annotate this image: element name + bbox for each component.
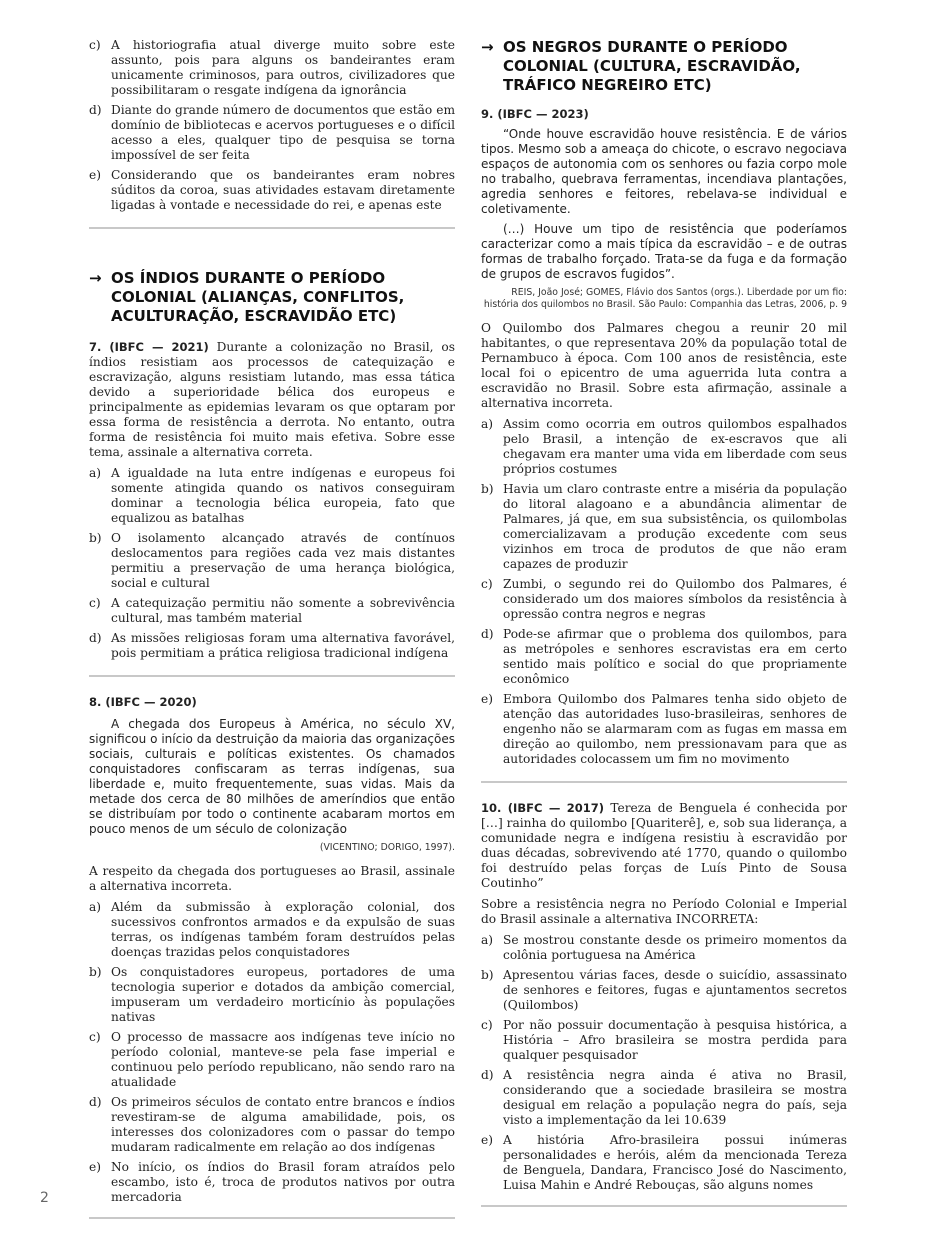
option-d: d) Diante do grande número de documentos que estão em domínio de bibliotecas e acervos portugueses e o difícil acesso a eles, qualquer tipo de pesquisa se torna impossível de ser feita bbox=[89, 103, 455, 162]
option-c: c) A historiografia atual diverge muito sobre este assunto, pois para alguns os bandeirantes eram unicamente criminosos, para outros, civilizadores que possibilitaram o resgate indígena da ignorância bbox=[89, 38, 455, 97]
option-a: a) Assim como ocorria em outros quilombos espalhados pelo Brasil, a intenção de ex-escravos que ali chegavam era manter uma vida em liberdade com seus próprios costumes bbox=[481, 417, 847, 476]
option-c: c) Zumbi, o segundo rei do Quilombo dos Palmares, é considerado um dos maiores símbolos da resistência à opressão contra negros e negras bbox=[481, 577, 847, 621]
option-b: b) Os conquistadores europeus, portadores de uma tecnologia superior e dotados da ambição comercial, impuseram um verdadeiro morticínio às populações nativas bbox=[89, 965, 455, 1024]
option-c: c) A catequização permitiu não somente a sobrevivência cultural, mas também material bbox=[89, 596, 455, 625]
option-b: b) Havia um claro contraste entre a miséria da população do litoral alagoano e a abundância alimentar de Palmares, já que, em sua subsistência, os quilombolas comercializavam a produção excedente com seus vizinhos em troca de produtos de que não eram capazes de produzir bbox=[481, 482, 847, 571]
q8-quote: A chegada dos Europeus à América, no século XV, significou o início da destruição da maioria das organizações sociais, culturais e políticas existentes. Os chamados conquistadores confiscaram as terras indígenas, sua liberdade e, muito frequentemente, suas vidas. Mais da metade dos cerca de 80 milhões de ameríndios que então se distribuíam por todo o continente acabaram mortos em pouco menos de um século de colonização bbox=[89, 717, 455, 836]
option-c: c) O processo de massacre aos indígenas teve início no período colonial, manteve-se pela fase imperial e continuou pelo período republicano, não sendo raro na atualidade bbox=[89, 1030, 455, 1089]
q8-statement: A respeito da chegada dos portugueses ao Brasil, assinale a alternativa incorreta. bbox=[89, 864, 455, 893]
q8-citation: (VICENTINO; DORIGO, 1997). bbox=[319, 842, 455, 853]
left-column bbox=[89, 38, 455, 1219]
q9-quote-2: (…) Houve um tipo de resistência que poderíamos caracterizar como a mais típica da escravidão – e de outras formas de trabalho forçado. Trata-se da fuga e da formação de grupos de escravos fugidos”. bbox=[481, 222, 847, 281]
q7-options bbox=[89, 466, 455, 661]
option-e: e) No início, os índios do Brasil foram atraídos pelo escambo, isto é, troca de produtos nativos por outra mercadoria bbox=[89, 1160, 455, 1204]
q9-statement: O Quilombo dos Palmares chegou a reunir 20 mil habitantes, o que representava 20% da população total de Pernambuco à época. Com 100 anos de resistência, este local foi o epicentro de uma aguerrida luta contra a escravidão no Brasil. Sobre esta afirmação, assinale a alternativa incorreta. bbox=[481, 321, 847, 410]
option-e: e) A história Afro-brasileira possui inúmeras personalidades e heróis, além da mencionada Tereza de Benguela, Dandara, Francisco José do Nascimento, Luisa Mahin e André Rebouças, são alguns nomes bbox=[481, 1133, 847, 1192]
option-e: e) Embora Quilombo dos Palmares tenha sido objeto de atenção das autoridades luso-brasileiras, senhores de engenho não se alarmaram com as fugas em massa em direção ao quilombo, nem pressionavam para que as autoridades colocassem um fim no movimento bbox=[481, 692, 847, 766]
option-d: d) Os primeiros séculos de contato entre brancos e índios revestiram-se de alguma amabilidade, pois, os interesses dos colonizadores com o passar do tempo mudaram radicalmente em relação ao dos indígenas bbox=[89, 1095, 455, 1154]
divider bbox=[89, 227, 455, 229]
q8-head: 8. (IBFC — 2020) bbox=[89, 695, 197, 709]
option-d: d) A resistência negra ainda é ativa no Brasil, considerando que a sociedade brasileira se mostra desigual em relação a população negra do país, seja visto a implementação da lei 10.639 bbox=[481, 1068, 847, 1127]
divider bbox=[89, 675, 455, 677]
page-number: 2 bbox=[40, 1190, 49, 1206]
divider bbox=[481, 781, 847, 783]
q7-head: 7. (IBFC — 2021) bbox=[89, 340, 209, 354]
q9-citation: REIS, João José; GOMES, Flávio dos Santos (orgs.). Liberdade por um fio: história dos quilombos no Brasil. São Paulo: Companhia das Letras, 2006, p. 9 bbox=[483, 287, 847, 310]
option-b: b) O isolamento alcançado através de contínuos deslocamentos para regiões cada vez mais distantes permitiu a preservação de uma herança biológica, social e cultural bbox=[89, 531, 455, 590]
divider bbox=[481, 1205, 847, 1207]
option-a: a) A igualdade na luta entre indígenas e europeus foi somente atingida quando os nativos conseguiram dominar a tecnologia bélica europeia, fato que equalizou as batalhas bbox=[89, 466, 455, 525]
arrow-right-icon: → bbox=[481, 38, 494, 56]
option-a: a) Se mostrou constante desde os primeiro momentos da colônia portuguesa na América bbox=[481, 933, 847, 962]
q7-statement: 7. (IBFC — 2021) Durante a colonização no Brasil, os índios resistiam aos processos de catequização e escravização, alguns resistiam lutando, mas essa tática devido a superioridade bélica dos europeus e principalmente as epidemias levaram os que optaram por essa forma de resistência a derrota. No entanto, outra forma de resistência foi muito mais efetiva. Sobre esse tema, assinale a alternativa correta. bbox=[89, 340, 456, 459]
option-a: a) Além da submissão à exploração colonial, dos sucessivos confrontos armados e da expulsão de suas terras, os indígenas também foram destruídos pelas doenças trazidas pelos conquistadores bbox=[89, 900, 455, 959]
q10-head: 10. (IBFC — 2017) bbox=[481, 801, 605, 815]
option-d: d) Pode-se afirmar que o problema dos quilombos, para as metrópoles e senhores escravistas era em certo sentido mais político e social do que propriamente econômico bbox=[481, 627, 847, 686]
q10-statement: 10. (IBFC — 2017) Tereza de Benguela é conhecida por […] rainha do quilombo [Quariterê], e, sob sua liderança, a comunidade negra e indígena resistiu à escravidão por duas décadas, sobrevivendo até 1770, quando o quilombo foi destruído pelas forças de Luís Pinto de Sousa Coutinho” bbox=[481, 801, 848, 890]
q10-question: Sobre a resistência negra no Período Colonial e Imperial do Brasil assinale a alternativa INCORRETA: bbox=[481, 897, 847, 926]
option-c: c) Por não possuir documentação à pesquisa histórica, a História – Afro brasileira se mostra perdida para qualquer pesquisador bbox=[481, 1018, 847, 1062]
q9-quote-1: “Onde houve escravidão houve resistência. E de vários tipos. Mesmo sob a ameaça do chicote, o escravo negociava espaços de autonomia com os senhores ou fazia corpo mole no trabalho, quebrava ferramentas, incendiava plantações, agredia senhores e feitores, rebelava-se individual e coletivamente. bbox=[481, 127, 847, 216]
section-title-negros: → OS NEGROS DURANTE O PERÍODO COLONIAL (CULTURA, ESCRAVIDÃO, TRÁFICO NEGREIRO ETC) bbox=[481, 38, 801, 94]
option-b: b) Apresentou várias faces, desde o suicídio, assassinato de senhores e feitores, fugas e ajuntamentos secretos (Quilombos) bbox=[481, 968, 847, 1012]
q8-options bbox=[89, 900, 455, 1205]
option-e: e) Considerando que os bandeirantes eram nobres súditos da coroa, suas atividades estavam diretamente ligadas à vontade e necessidade do rei, e apenas este bbox=[89, 168, 455, 212]
q9-options bbox=[481, 417, 847, 767]
divider bbox=[89, 1217, 455, 1219]
arrow-right-icon: → bbox=[89, 269, 102, 287]
q6-options bbox=[89, 38, 455, 213]
right-column bbox=[481, 38, 847, 1207]
option-d: d) As missões religiosas foram uma alternativa favorável, pois permitiam a prática religiosa tradicional indígena bbox=[89, 631, 455, 660]
q9-head: 9. (IBFC — 2023) bbox=[481, 107, 589, 121]
section-title-indios: → OS ÍNDIOS DURANTE O PERÍODO COLONIAL (ALIANÇAS, CONFLITOS, ACULTURAÇÃO, ESCRAVIDÃO ETC) bbox=[89, 269, 405, 325]
q10-options bbox=[481, 933, 847, 1193]
